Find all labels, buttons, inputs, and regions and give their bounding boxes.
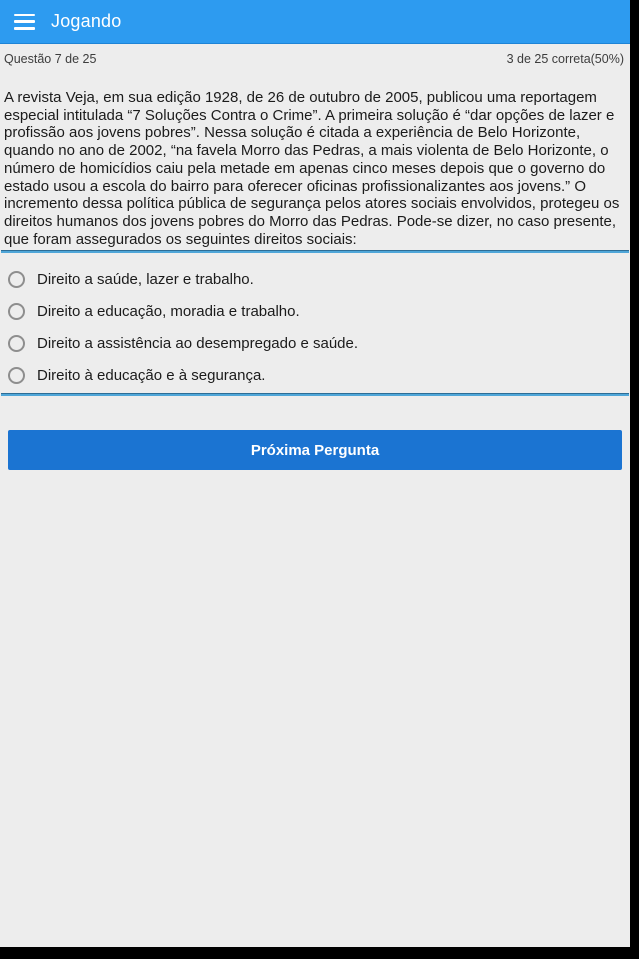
radio-button-icon[interactable] (8, 271, 25, 288)
app-bar-title: Jogando (51, 11, 122, 31)
answer-option-label: Direito à educação e à segurança. (37, 366, 266, 384)
question-text: A revista Veja, em sua edição 1928, de 26 de outubro de 2005, publicou uma reportagem especial intitulada “7 Soluções Contra o Crime”. A primeira solução é “dar opções de lazer e profissão aos jovens pobres”. Nessa solução é citada a experiência de Belo Horizonte, quando no ano de 2002, “na favela Morro das Pedras, a mais violenta de Belo Horizonte, o número de homicídios caiu pela metade em apenas cinco meses depois que o governo do estado usou a escola do bairro para oferecer oficinas profissionalizantes aos jovens.” O incremento dessa política pública de segurança pelos atores sociais envolvidos, protegeu os direitos humanos dos jovens pobres do Morro das Pedras. Pode-se dizer, no caso presente, que foram assegurados os seguintes direitos sociais: (4, 89, 620, 248)
quiz-status-row (0, 44, 630, 76)
next-question-button[interactable]: Próxima Pergunta (8, 430, 622, 470)
radio-button-icon[interactable] (8, 367, 25, 384)
button-container (0, 396, 630, 470)
question-progress-label: Questão 7 de 25 (4, 52, 97, 66)
answer-option-label: Direito a assistência ao desempregado e saúde. (37, 334, 359, 352)
hamburger-menu-icon[interactable] (14, 14, 35, 30)
answer-option-1[interactable] (0, 263, 630, 295)
answer-option-4[interactable] (0, 359, 630, 391)
divider-top (1, 250, 629, 253)
score-label: 3 de 25 correta(50%) (506, 52, 624, 66)
answer-option-3[interactable] (0, 327, 630, 359)
answer-option-2[interactable] (0, 295, 630, 327)
app-bar (0, 0, 630, 44)
answer-option-label: Direito a educação, moradia e trabalho. (37, 302, 300, 320)
answer-option-label: Direito a saúde, lazer e trabalho. (37, 270, 254, 288)
radio-button-icon[interactable] (8, 335, 25, 352)
answer-options (0, 263, 630, 391)
radio-button-icon[interactable] (8, 303, 25, 320)
